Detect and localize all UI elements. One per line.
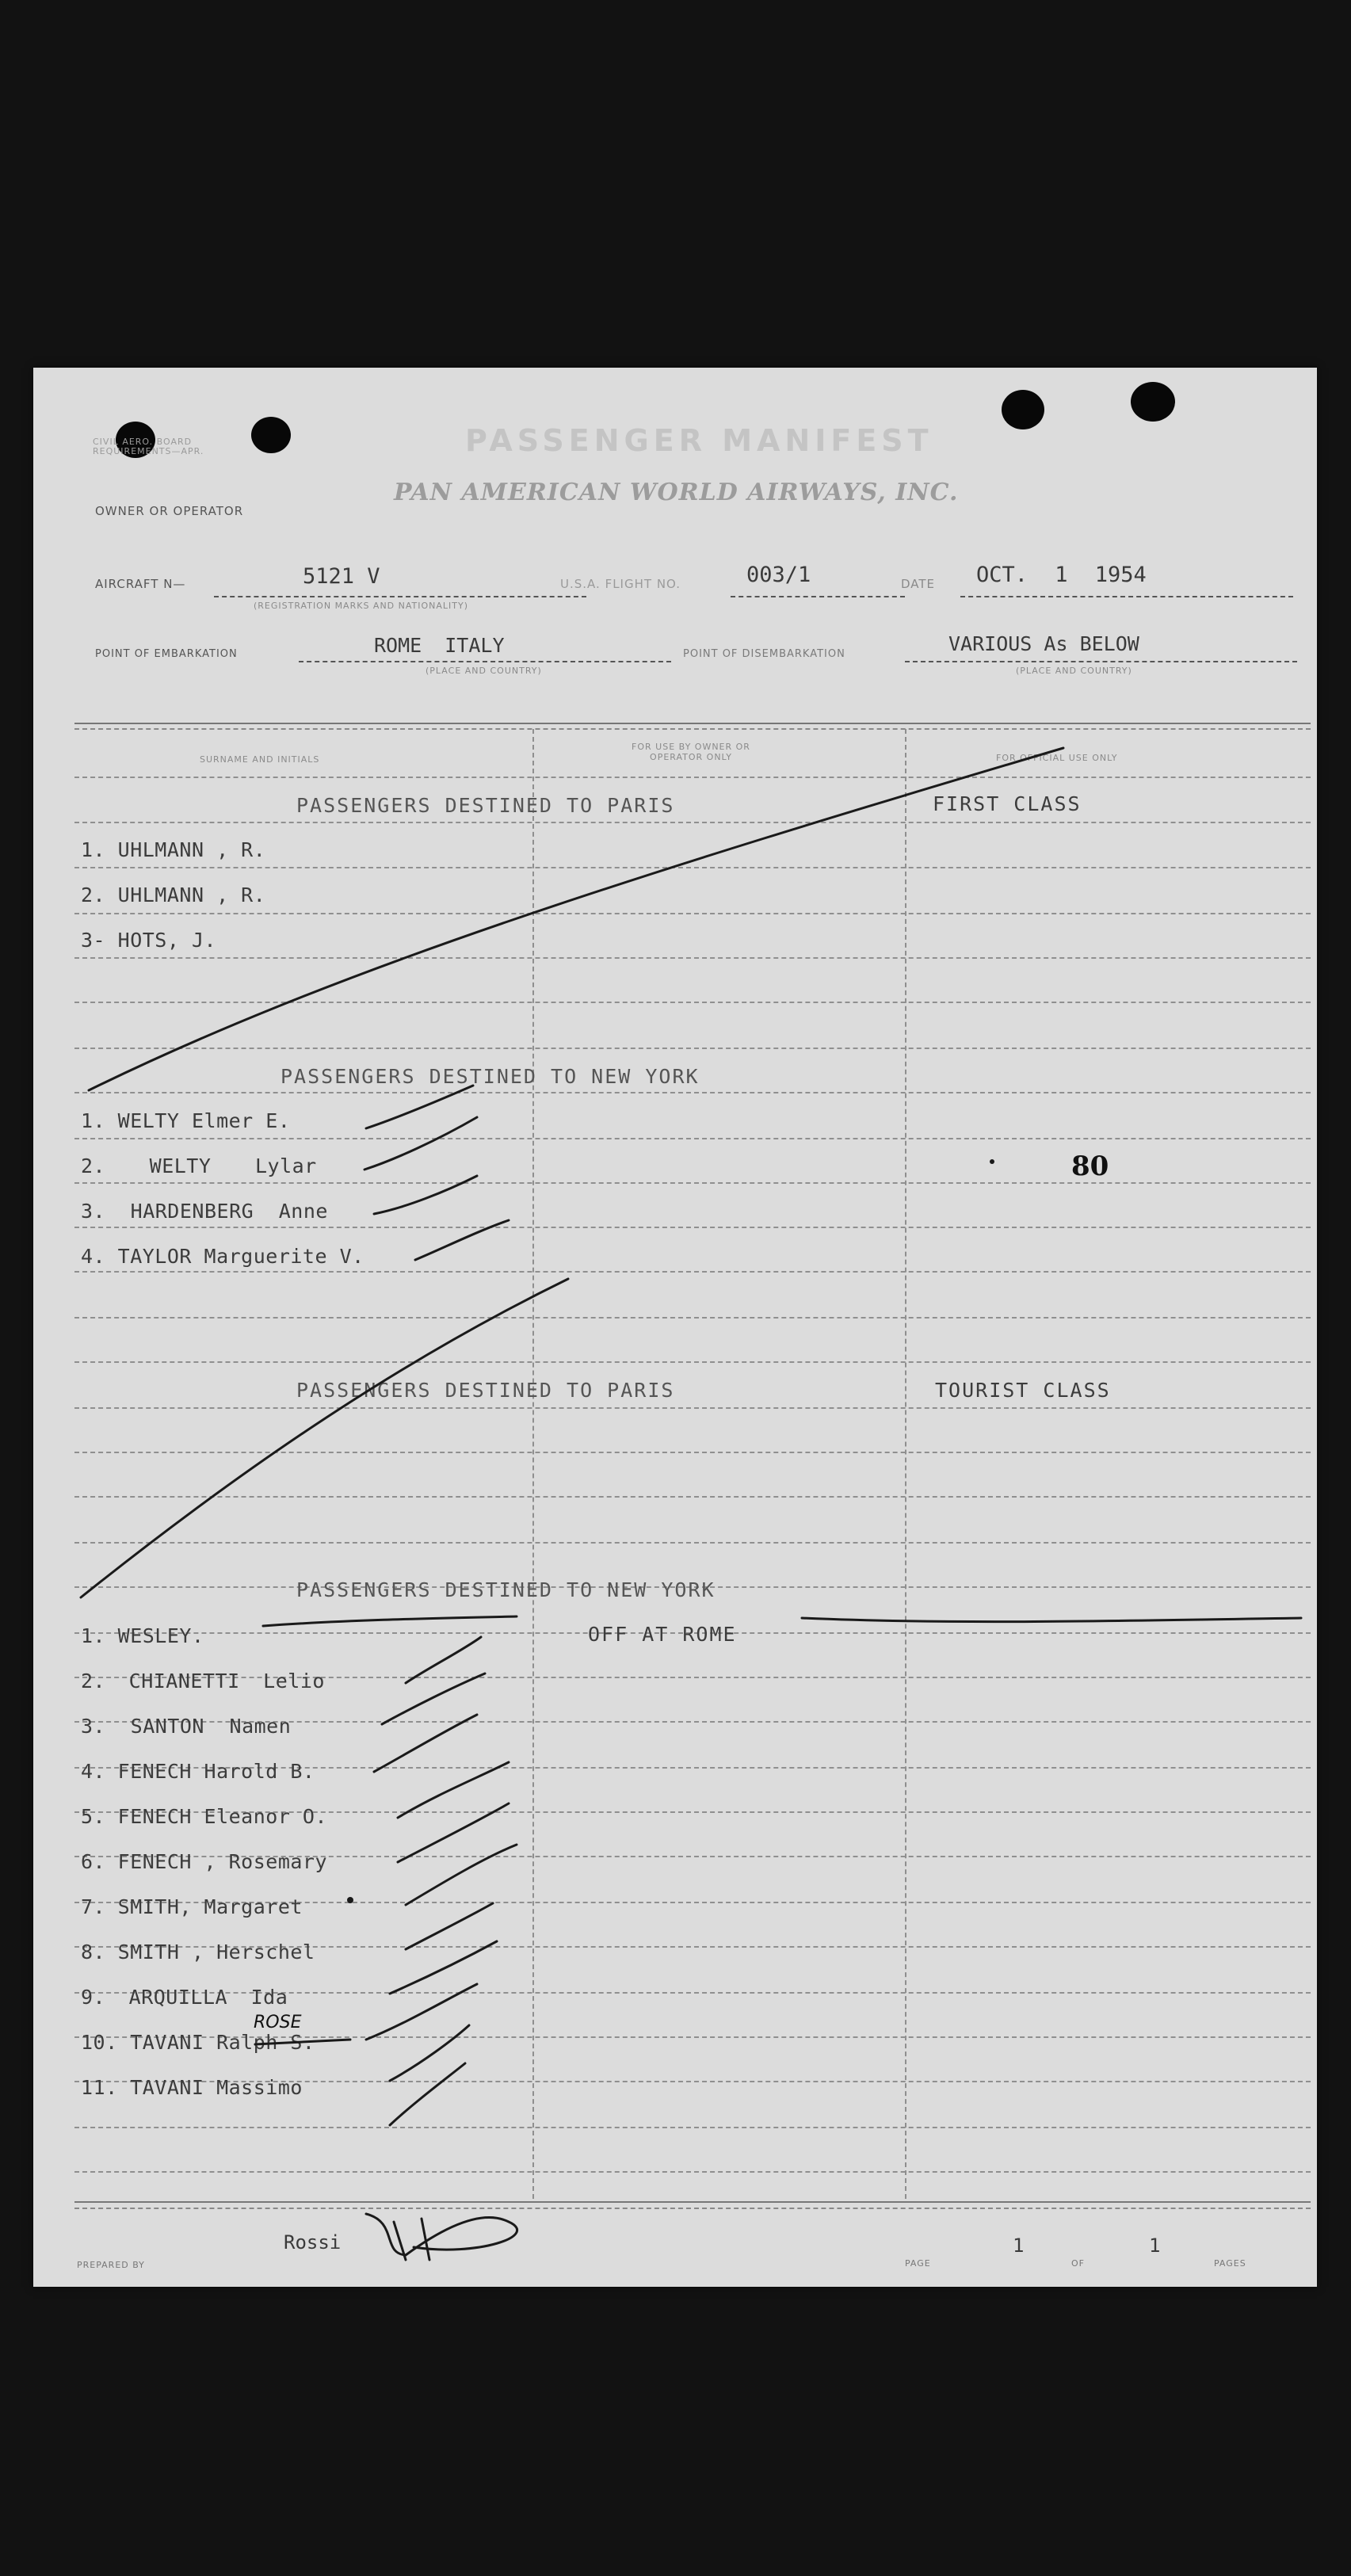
column-header-names: SURNAME AND INITIALS — [200, 754, 320, 765]
check-mark — [398, 1803, 509, 1862]
check-mark — [374, 1715, 477, 1772]
ink-dot — [347, 1897, 353, 1903]
passenger-row: 3. HARDENBERG Anne — [81, 1200, 328, 1223]
passenger-row: 9. ARQUILLA Ida — [81, 1986, 288, 2009]
check-mark — [390, 2025, 469, 2081]
passenger-row: 1. UHLMANN , R. — [81, 838, 266, 861]
flight-value: 003/1 — [746, 563, 811, 587]
passenger-row: 4. TAYLOR Marguerite V. — [81, 1245, 364, 1268]
airline-name: PAN AMERICAN WORLD AIRWAYS, INC. — [394, 479, 959, 506]
section-heading: PASSENGERS DESTINED TO NEW YORK — [281, 1065, 700, 1088]
aircraft-value: 5121 V — [303, 564, 380, 589]
check-mark — [406, 1903, 493, 1949]
handwritten-correction: ROSE — [254, 2013, 302, 2032]
cancel-stroke — [255, 2040, 350, 2044]
check-mark — [366, 1086, 473, 1128]
passenger-row: 1. WESLEY. — [81, 1624, 204, 1647]
embark-sub: (PLACE AND COUNTRY) — [426, 666, 542, 676]
handwriting-layer — [33, 368, 1317, 2287]
passenger-row: 7. SMITH, Margaret — [81, 1895, 303, 1918]
class-label: TOURIST CLASS — [935, 1379, 1111, 1402]
column-header-owner: FOR USE BY OWNER OR OPERATOR ONLY — [632, 742, 750, 762]
of-value: 1 — [1149, 2234, 1161, 2257]
passenger-row: 2. WELTY Lylar — [81, 1154, 317, 1177]
check-mark — [374, 1176, 477, 1214]
passenger-row: 2. CHIANETTI Lelio — [81, 1670, 325, 1693]
passenger-row: 10. TAVANI Ralph S. — [81, 2031, 315, 2054]
section-heading: PASSENGERS DESTINED TO PARIS — [296, 1379, 675, 1402]
disembark-value: VARIOUS As BELOW — [948, 632, 1139, 655]
passenger-row: 3- HOTS, J. — [81, 929, 217, 952]
flight-label: U.S.A. FLIGHT NO. — [560, 577, 681, 591]
check-mark — [415, 1220, 509, 1260]
column-header-official: FOR OFFICIAL USE ONLY — [996, 753, 1118, 763]
prepared-label: PREPARED BY — [77, 2260, 145, 2270]
passenger-row: 2. UHLMANN , R. — [81, 883, 266, 906]
section-heading: PASSENGERS DESTINED TO PARIS — [296, 794, 675, 817]
check-mark — [406, 1637, 481, 1683]
off-at-rome-note: OFF AT ROME — [588, 1623, 737, 1646]
disembark-sub: (PLACE AND COUNTRY) — [1016, 666, 1132, 676]
passenger-row: 11. TAVANI Massimo — [81, 2076, 303, 2099]
date-value: OCT. 1 1954 — [976, 563, 1147, 587]
section-heading: PASSENGERS DESTINED TO NEW YORK — [296, 1578, 716, 1601]
cancel-stroke — [89, 748, 1063, 1090]
passenger-row: 5. FENECH Eleanor O. — [81, 1805, 328, 1828]
form-number-block: CIVIL AERO. BOARD REQUIREMENTS—APR. — [93, 437, 204, 456]
prepared-value: Rossi — [284, 2231, 342, 2254]
passenger-row: 8. SMITH , Herschel — [81, 1941, 315, 1963]
official-number: 80 — [1071, 1151, 1109, 1182]
class-label: FIRST CLASS — [933, 792, 1082, 815]
page-title: PASSENGER MANIFEST — [465, 423, 933, 458]
passenger-row: 6. FENECH , Rosemary — [81, 1850, 328, 1873]
check-mark — [398, 1762, 509, 1818]
signature — [366, 2214, 517, 2255]
embark-value: ROME ITALY — [374, 634, 505, 657]
date-label: DATE — [901, 577, 936, 591]
aircraft-label: AIRCRAFT N— — [95, 577, 186, 591]
check-mark — [366, 1984, 477, 2040]
aircraft-sub: (REGISTRATION MARKS AND NATIONALITY) — [254, 601, 469, 611]
check-mark — [390, 2063, 465, 2125]
passenger-row: 4. FENECH Harold B. — [81, 1760, 315, 1783]
check-mark — [382, 1673, 485, 1724]
pages-label: PAGES — [1214, 2258, 1246, 2269]
cancel-stroke — [81, 1279, 568, 1597]
page-label: PAGE — [905, 2258, 931, 2269]
disembark-label: POINT OF DISEMBARKATION — [683, 648, 845, 660]
passenger-row: 3. SANTON Namen — [81, 1715, 292, 1738]
passenger-row: 1. WELTY Elmer E. — [81, 1109, 291, 1132]
of-label: OF — [1071, 2258, 1085, 2269]
check-mark — [364, 1117, 477, 1170]
cancel-stroke — [263, 1616, 517, 1626]
check-mark — [406, 1845, 517, 1905]
manifest-sheet — [33, 368, 1317, 2287]
owner-label: OWNER OR OPERATOR — [95, 504, 244, 518]
page-value: 1 — [1013, 2234, 1025, 2257]
embark-label: POINT OF EMBARKATION — [95, 648, 238, 660]
ink-dot — [990, 1159, 994, 1164]
cancel-stroke — [802, 1618, 1301, 1622]
